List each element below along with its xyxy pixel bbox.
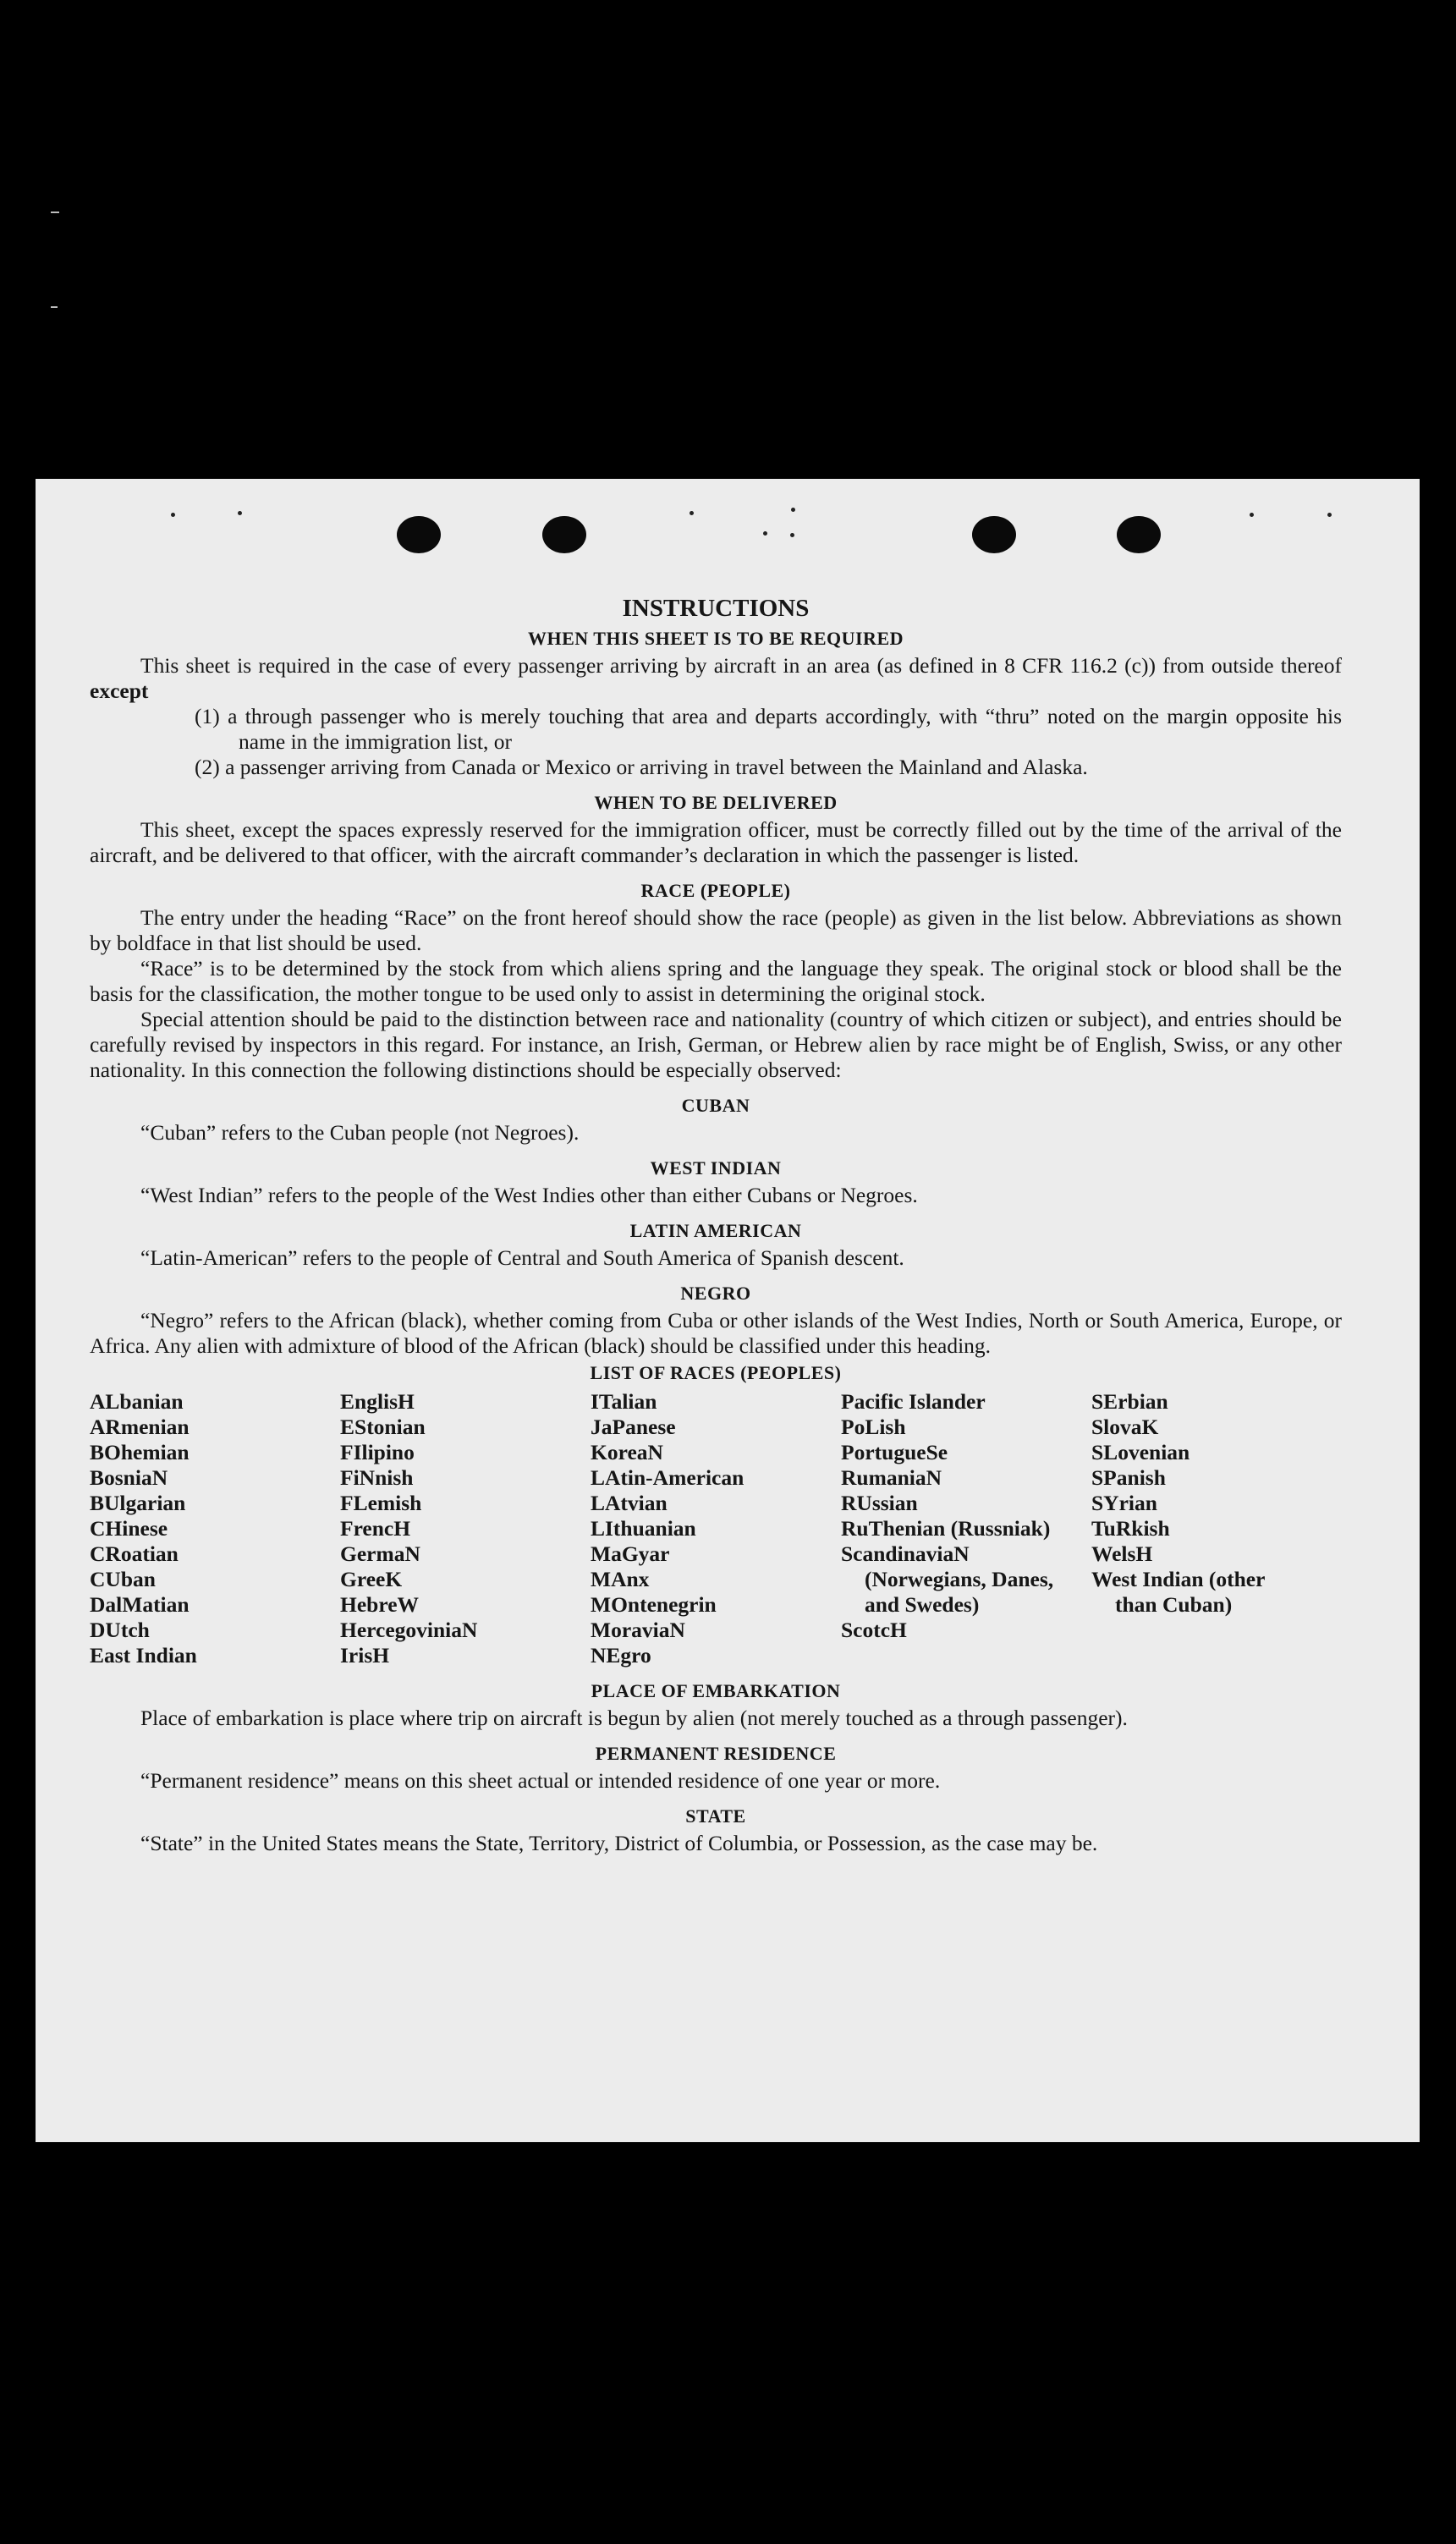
speck-dot: [790, 533, 794, 537]
race-entry: BUlgarian: [90, 1491, 186, 1515]
race-entry: EnglisH: [340, 1389, 415, 1414]
heading-permanent-residence: PERMANENT RESIDENCE: [595, 1743, 837, 1764]
race-entry: MOntenegrin: [591, 1592, 717, 1617]
heading-when-delivered: WHEN TO BE DELIVERED: [594, 792, 838, 813]
paragraph-when-delivered: This sheet, except the spaces expressly reserved for the immigration officer, must be correctly filled out by the time of the arrival of the aircraft, and be delivered to that officer, with the aircraft commander’s declaration in which the passenger is listed.: [90, 817, 1342, 867]
races-column: [841, 1389, 1091, 1668]
speck-dot: [791, 508, 795, 512]
punch-hole: [1117, 516, 1161, 553]
race-entry: SLovenian: [1091, 1440, 1190, 1464]
race-entry: FIlipino: [340, 1440, 415, 1464]
paragraph-latin-american: “Latin-American” refers to the people of Central and South America of Spanish descent.: [140, 1245, 904, 1270]
race-entry: CRoatian: [90, 1541, 179, 1566]
race-entry: BOhemian: [90, 1440, 190, 1464]
punch-hole: [972, 516, 1016, 553]
race-entry: ARmenian: [90, 1415, 190, 1439]
race-entry: MaGyar: [591, 1541, 670, 1566]
instructions-body: [90, 595, 1342, 1856]
race-entry: SErbian: [1091, 1389, 1168, 1414]
race-entry: ScandinaviaN (Norwegians, Danes, and Swedes): [841, 1541, 1054, 1617]
race-entry: NEgro: [591, 1643, 651, 1668]
races-table: [90, 1389, 1342, 1668]
paragraph-race-3: Special attention should be paid to the distinction between race and nationality (country of which citizen or subject), and entries should be carefully revised by inspectors in this regard. For instance, an Irish, German, or Hebrew alien by race might be of English, Swiss, or any other nationality. In this connection the following distinctions should be especially observed:: [90, 1007, 1342, 1082]
race-entry: FLemish: [340, 1491, 422, 1515]
paragraph-cuban: “Cuban” refers to the Cuban people (not Negroes).: [140, 1120, 580, 1145]
race-entry: JaPanese: [591, 1415, 676, 1439]
race-entry: DUtch: [90, 1618, 150, 1642]
race-entry: West Indian (other than Cuban): [1091, 1567, 1265, 1617]
speck-dot: [171, 513, 175, 517]
race-entry: KoreaN: [591, 1440, 663, 1464]
heading-latin-american: LATIN AMERICAN: [629, 1220, 802, 1241]
races-column: [340, 1389, 591, 1668]
paragraph-race-2: “Race” is to be determined by the stock from which aliens spring and the language they speak. The original stock or blood shall be the basis for the classification, the mother tongue to be used only to assist in determining the original stock.: [90, 956, 1342, 1006]
race-entry: ScotcH: [841, 1618, 907, 1642]
scan-speck: [51, 212, 59, 213]
race-entry: PortugueSe: [841, 1440, 948, 1464]
race-entry: FrencH: [340, 1516, 411, 1541]
exception-item-2: (2) a passenger arriving from Canada or Mexico or arriving in travel between the Mainland and Alaska.: [195, 755, 1088, 779]
race-entry: RUssian: [841, 1491, 918, 1515]
scan-speck: [51, 306, 58, 308]
heading-when-required: WHEN THIS SHEET IS TO BE REQUIRED: [527, 628, 904, 649]
heading-negro: NEGRO: [680, 1283, 751, 1304]
race-entry: MoraviaN: [591, 1618, 685, 1642]
heading-cuban: CUBAN: [681, 1095, 750, 1116]
speck-dot: [1250, 513, 1254, 517]
instruction-sheet: [36, 479, 1420, 2142]
race-entry: SPanish: [1091, 1465, 1166, 1490]
race-entry: HercegoviniaN: [340, 1618, 478, 1642]
heading-race: RACE (PEOPLE): [640, 880, 791, 901]
race-entry: East Indian: [90, 1643, 197, 1668]
race-entry: WelsH: [1091, 1541, 1153, 1566]
speck-dot: [690, 511, 694, 515]
race-entry: ITalian: [591, 1389, 657, 1414]
race-entry: TuRkish: [1091, 1516, 1170, 1541]
speck-dot: [238, 511, 242, 515]
race-entry: LIthuanian: [591, 1516, 696, 1541]
heading-embarkation: PLACE OF EMBARKATION: [591, 1680, 841, 1701]
punch-hole: [542, 516, 586, 553]
race-entry: RuThenian (Russniak): [841, 1516, 1051, 1541]
races-column: [591, 1389, 841, 1668]
race-entry: RumaniaN: [841, 1465, 942, 1490]
race-entry: CHinese: [90, 1516, 168, 1541]
races-column: [90, 1389, 340, 1668]
punch-hole: [397, 516, 441, 553]
race-entry: CUban: [90, 1567, 156, 1591]
speck-dot: [1327, 513, 1332, 517]
race-entry: LAtin-American: [591, 1465, 744, 1490]
race-entry: Pacific Islander: [841, 1389, 986, 1414]
race-entry: EStonian: [340, 1415, 426, 1439]
race-entry: PoLish: [841, 1415, 906, 1439]
heading-state: STATE: [685, 1805, 746, 1827]
paragraph-when-required: This sheet is required in the case of every passenger arriving by aircraft in an area (as defined in 8 CFR 116.2 (c)) from outside thereof except: [90, 653, 1342, 703]
race-entry: GermaN: [340, 1541, 420, 1566]
paragraph-embarkation: Place of embarkation is place where trip on aircraft is begun by alien (not merely touched as a through passenger).: [140, 1706, 1128, 1730]
race-entry: BosniaN: [90, 1465, 168, 1490]
paragraph-negro: “Negro” refers to the African (black), whether coming from Cuba or other islands of the West Indies, North or South America, Europe, or Africa. Any alien with admixture of blood of the African (black) should be classified under this heading.: [90, 1308, 1342, 1358]
paragraph-permanent-residence: “Permanent residence” means on this sheet actual or intended residence of one year or more.: [140, 1768, 941, 1793]
race-entry: SYrian: [1091, 1491, 1157, 1515]
page-title: INSTRUCTIONS: [622, 595, 810, 622]
paragraph-state: “State” in the United States means the State, Territory, District of Columbia, or Possession, as the case may be.: [140, 1831, 1098, 1855]
race-entry: LAtvian: [591, 1491, 668, 1515]
exception-item-1: (1) a through passenger who is merely touching that area and departs accordingly, with “thru” noted on the margin opposite his name in the immigration list, or: [195, 704, 1342, 754]
race-entry: ALbanian: [90, 1389, 184, 1414]
race-entry: GreeK: [340, 1567, 403, 1591]
race-entry: IrisH: [340, 1643, 390, 1668]
race-entry: MAnx: [591, 1567, 650, 1591]
speck-dot: [763, 531, 767, 536]
heading-west-indian: WEST INDIAN: [650, 1157, 782, 1179]
race-entry: DalMatian: [90, 1592, 190, 1617]
races-column: [1091, 1389, 1311, 1668]
race-entry: FiNnish: [340, 1465, 414, 1490]
race-entry: SlovaK: [1091, 1415, 1159, 1439]
paragraph-race-1: The entry under the heading “Race” on the front hereof should show the race (people) as given in the list below. Abbreviations as shown by boldface in that list should be used.: [90, 905, 1342, 955]
heading-list-of-races: LIST OF RACES (PEOPLES): [590, 1362, 842, 1383]
paragraph-west-indian: “West Indian” refers to the people of the West Indies other than either Cubans or Negroes.: [140, 1183, 918, 1207]
race-entry: HebreW: [340, 1592, 420, 1617]
